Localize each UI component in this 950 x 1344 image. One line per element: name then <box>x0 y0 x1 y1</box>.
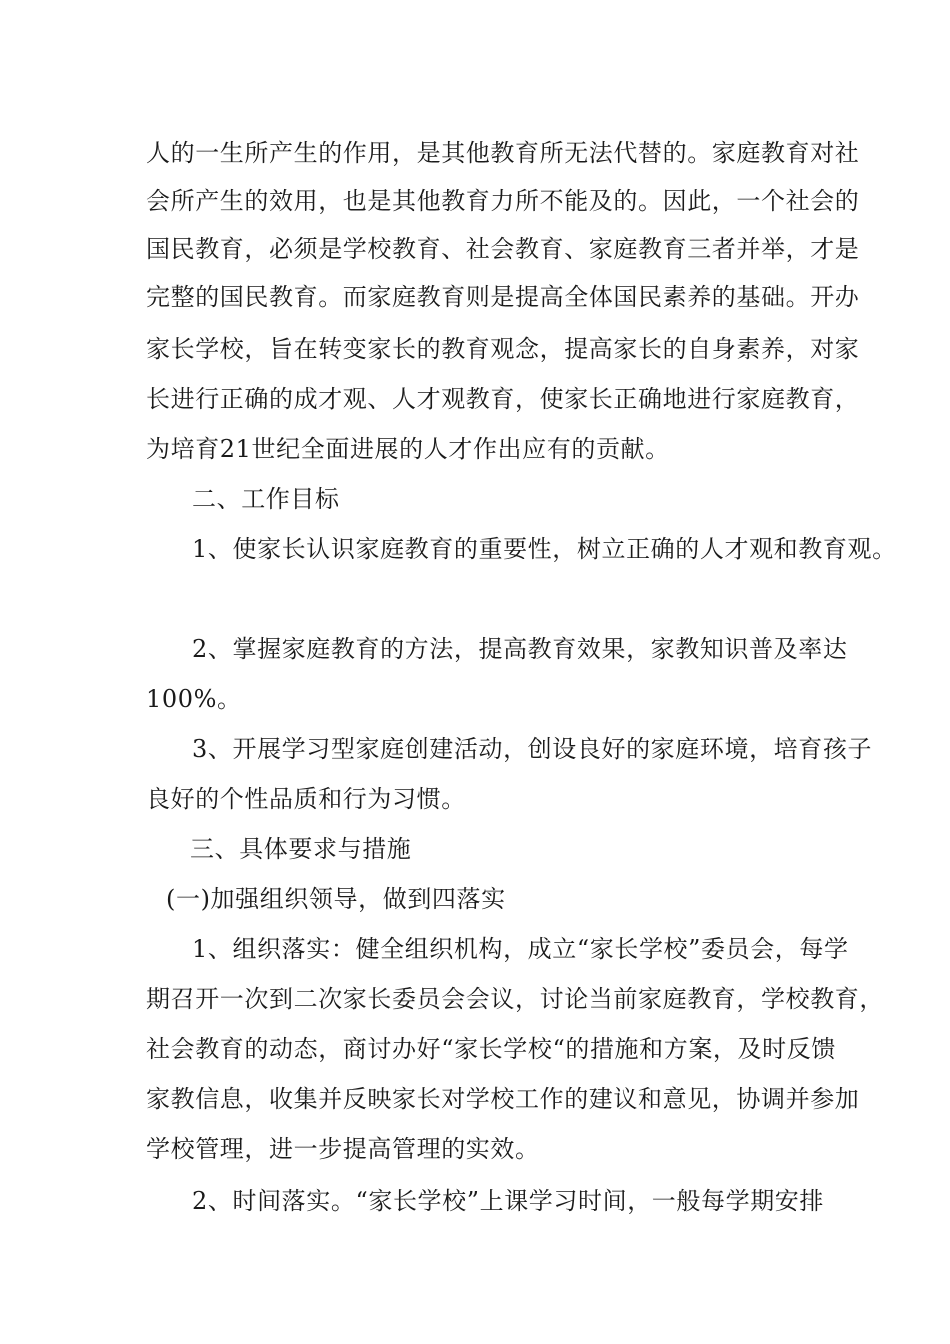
paragraph-line: 100%。 <box>146 685 242 713</box>
section-heading: 二、工作目标 <box>192 485 340 513</box>
paragraph-line: 家长学校，旨在转变家长的教育观念，提高家长的自身素养，对家 <box>146 335 860 363</box>
list-item: 2、掌握家庭教育的方法，提高教育效果，家教知识普及率达 <box>192 635 848 663</box>
paragraph-line: 期召开一次到二次家长委员会会议，讨论当前家庭教育，学校教育， <box>146 985 884 1013</box>
paragraph-line: 会所产生的效用，也是其他教育力所不能及的。因此，一个社会的 <box>146 187 860 215</box>
paragraph-line: 良好的个性品质和行为习惯。 <box>146 785 466 813</box>
subsection-heading: (一)加强组织领导，做到四落实 <box>166 885 506 913</box>
list-item: 1、组织落实：健全组织机构，成立“家长学校”委员会，每学 <box>192 935 849 963</box>
list-item: 3、开展学习型家庭创建活动，创设良好的家庭环境，培育孩子 <box>192 735 873 763</box>
paragraph-line: 国民教育，必须是学校教育、社会教育、家庭教育三者并举，才是 <box>146 235 860 263</box>
paragraph-line: 学校管理，进一步提高管理的实效。 <box>146 1135 540 1163</box>
list-item: 2、时间落实。“家长学校”上课学习时间，一般每学期安排 <box>192 1187 825 1215</box>
list-item: 1、使家长认识家庭教育的重要性，树立正确的人才观和教育观。 <box>192 535 897 563</box>
section-heading: 三、具体要求与措施 <box>190 835 412 863</box>
paragraph-line: 长进行正确的成才观、人才观教育，使家长正确地进行家庭教育， <box>146 385 860 413</box>
paragraph-line: 家教信息，收集并反映家长对学校工作的建议和意见，协调并参加 <box>146 1085 860 1113</box>
paragraph-line: 人的一生所产生的作用，是其他教育所无法代替的。家庭教育对社 <box>146 139 860 167</box>
paragraph-line: 完整的国民教育。而家庭教育则是提高全体国民素养的基础。开办 <box>146 283 860 311</box>
paragraph-line: 社会教育的动态，商讨办好“家长学校“的措施和方案，及时反馈 <box>146 1035 836 1063</box>
paragraph-line: 为培育21世纪全面进展的人才作出应有的贡献。 <box>146 435 670 463</box>
